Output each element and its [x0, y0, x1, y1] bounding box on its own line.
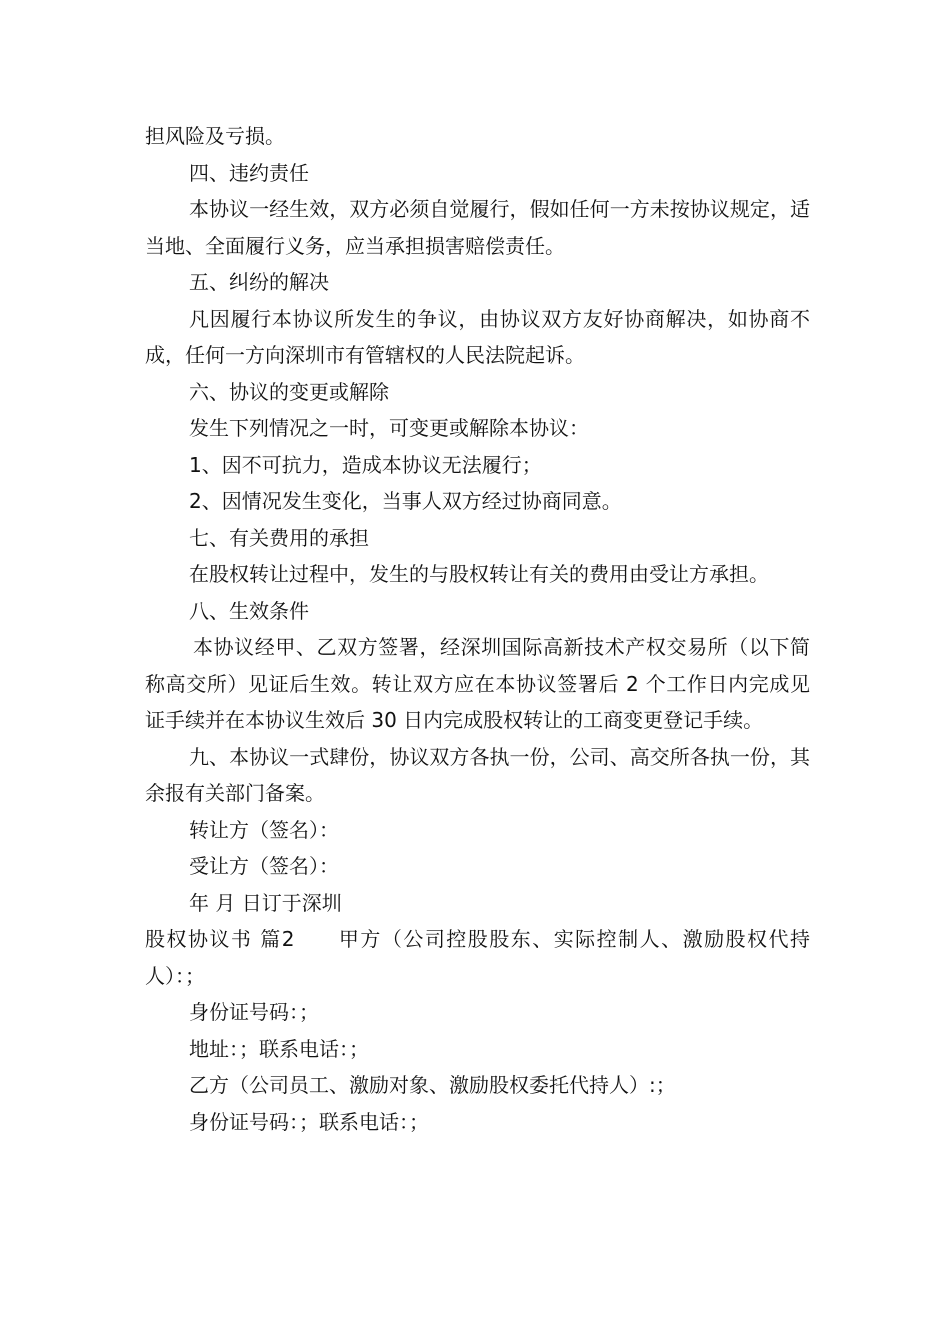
paragraph-effective-conditions: 本协议经甲、乙双方签署，经深圳国际高新技术产权交易所（以下简称高交所）见证后生效。转让双方应在本协议签署后 2 个工作日内完成见证手续并在本协议生效后 30 日内完成股权转让的工商变更登记手续。 — [145, 635, 810, 732]
section-heading-effective-conditions: 八、生效条件 — [189, 598, 309, 623]
paragraph-continuation: 担风险及亏损。 — [145, 124, 285, 148]
document-body — [145, 118, 810, 1140]
paragraph-dispute-resolution: 凡因履行本协议所发生的争议，由协议双方友好协商解决，如协商不成，任何一方向深圳市有管辖权的人民法院起诉。 — [145, 306, 810, 367]
party-a-id-number: 身份证号码：； — [189, 1000, 319, 1024]
paragraph-breach-liability: 本协议一经生效，双方必须自觉履行，假如任何一方未按协议规定，适当地、全面履行义务，应当承担损害赔偿责任。 — [145, 197, 810, 258]
section-heading-costs: 七、有关费用的承担 — [189, 525, 369, 550]
section-heading-dispute-resolution: 五、纠纷的解决 — [189, 270, 329, 294]
party-b-description: 乙方（公司员工、激励对象、激励股权委托代持人）:； — [189, 1073, 676, 1097]
party-b-id-phone: 身份证号码：；联系电话：； — [189, 1109, 429, 1134]
list-item-force-majeure: 1、因不可抗力，造成本协议无法履行； — [189, 452, 542, 477]
signature-transferor: 转让方（签名）： — [189, 817, 339, 842]
paragraph-change-conditions: 发生下列情况之一时，可变更或解除本协议： — [189, 416, 589, 440]
party-a-address-phone: 地址：；联系电话：； — [189, 1036, 369, 1061]
signing-date-place: 年 月 日订于深圳 — [189, 890, 342, 915]
paragraph-costs: 在股权转让过程中，发生的与股权转让有关的费用由受让方承担。 — [189, 562, 769, 586]
section-heading-breach-liability: 四、违约责任 — [189, 160, 309, 185]
signature-transferee: 受让方（签名）： — [189, 854, 339, 878]
list-item-mutual-agreement: 2、因情况发生变化，当事人双方经过协商同意。 — [189, 489, 622, 513]
section-heading-change-termination: 六、协议的变更或解除 — [189, 379, 389, 404]
paragraph-copies: 九、本协议一式肆份，协议双方各执一份，公司、高交所各执一份，其余报有关部门备案。 — [145, 744, 810, 805]
agreement-2-heading-party-a: 股权协议书 篇2 甲方（公司控股股东、实际控制人、激励股权代持人）：； — [145, 927, 810, 988]
